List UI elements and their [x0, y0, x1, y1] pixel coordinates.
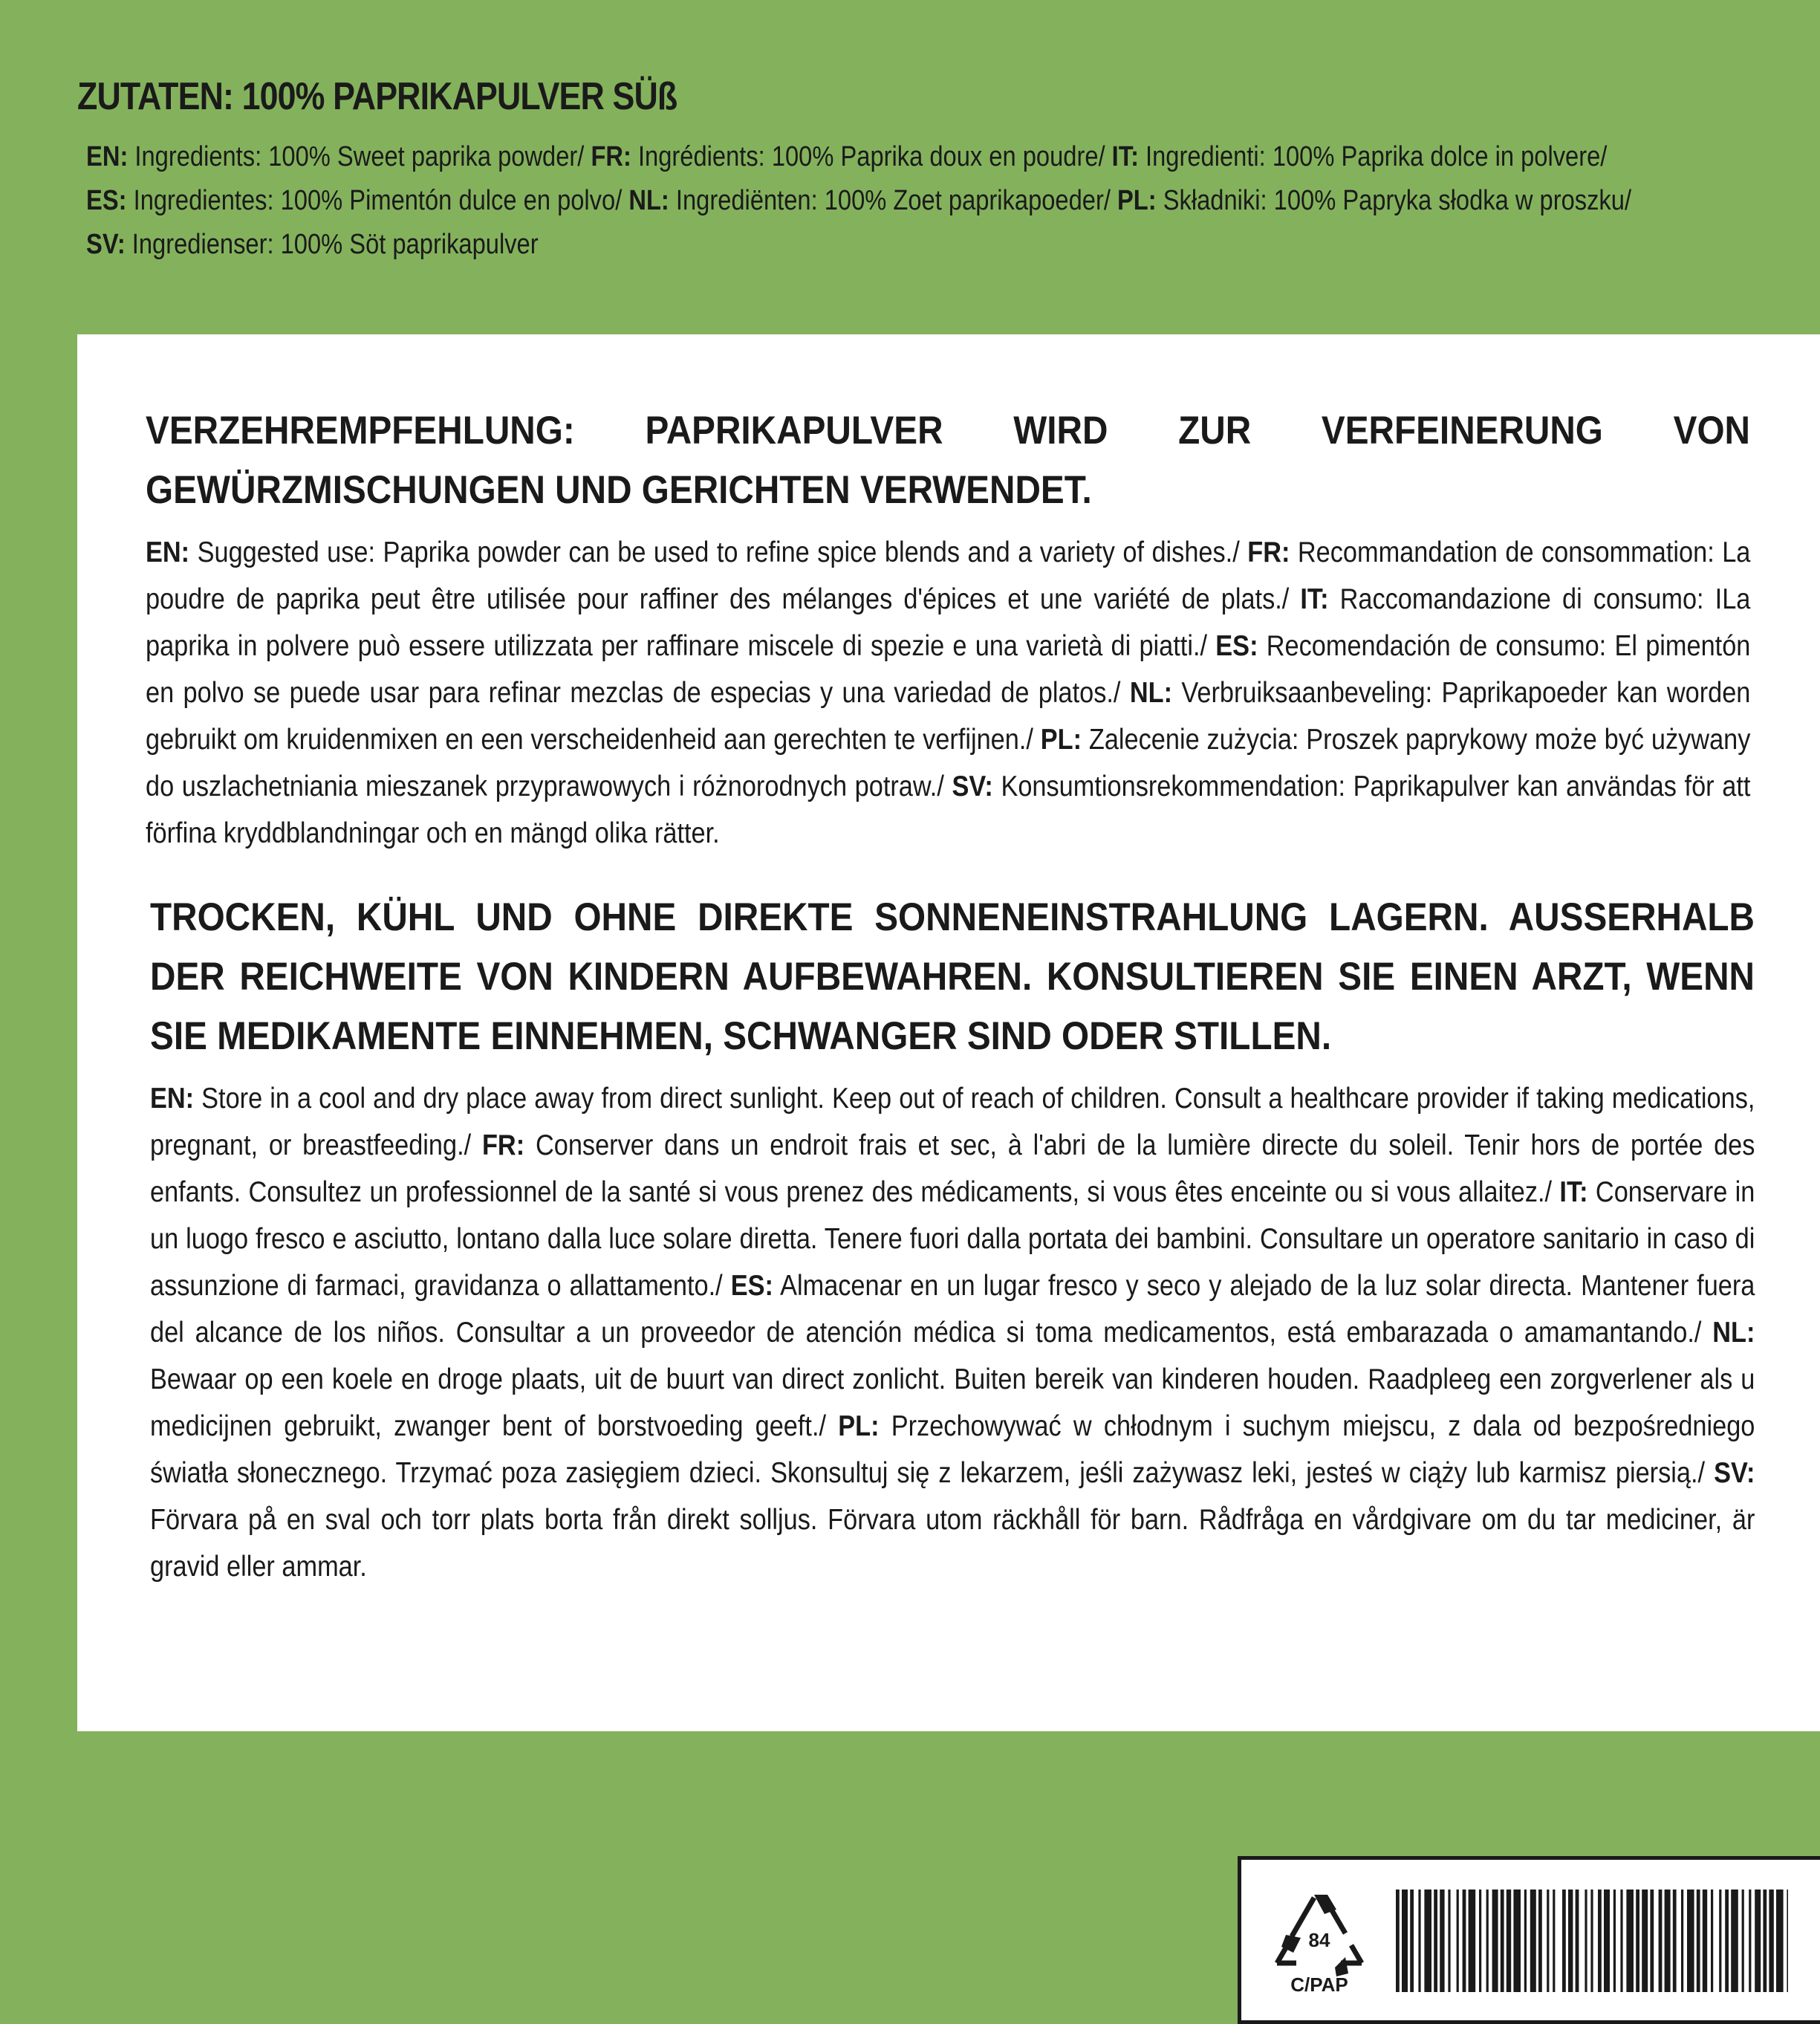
- storage-text-wrap: [150, 1075, 1755, 1590]
- barcode-bar: [1434, 1890, 1437, 1992]
- barcode-bar: [1402, 1890, 1408, 1992]
- barcode-bar: [1457, 1890, 1459, 1992]
- barcode-bar: [1642, 1890, 1648, 1992]
- ingredients-translations: [77, 135, 1798, 267]
- lang-code: PL:: [1040, 724, 1082, 756]
- barcode-bar: [1524, 1890, 1527, 1992]
- lang-code: FR:: [1247, 536, 1290, 568]
- barcode-bar: [1562, 1890, 1566, 1992]
- translation-text: Conserver dans un endroit frais et sec, à l'abri de la lumière directe du soleil. Tenir hors de portée des enfants. Consultez un professionnel de la santé si vous prenez des médicaments, si vous êtes enceinte ou si vous allaitez./: [150, 1129, 1755, 1208]
- barcode-icon: [1396, 1890, 1788, 1992]
- barcode-bar: [1479, 1890, 1481, 1992]
- ingredients-section: [77, 74, 1756, 267]
- lang-code: ES:: [1215, 630, 1258, 662]
- translation-text: Składniki: 100% Papryka słodka w proszku/: [1156, 185, 1632, 216]
- lang-code: ES:: [730, 1270, 773, 1302]
- barcode-bar: [1598, 1890, 1602, 1992]
- barcode-bar: [1755, 1890, 1761, 1992]
- barcode-bar: [1665, 1890, 1671, 1992]
- translation-text: Konsumtionsrekommendation: Paprikapulver kan användas för att förfina kryddblandningar och en mängd olika rätter.: [146, 771, 1751, 849]
- barcode-bar: [1513, 1890, 1521, 1992]
- translation-text: Recommandation de consommation: La poudre de paprika peut être utilisée pour raffiner des mélanges d'épices et une variété de plats./: [146, 536, 1751, 615]
- translation-text: Przechowywać w chłodnym i suchym miejscu, z dala od bezpośredniego światła słonecznego. Trzymać poza zasięgiem dzieci. Skonsultuj się z lekarzem, jeśli zażywasz leki, jesteś w ciąży lub karmisz piersią./: [150, 1410, 1755, 1489]
- lang-code: FR:: [481, 1129, 525, 1161]
- translation-text: Ingredienser: 100% Söt paprikapulver: [125, 229, 539, 260]
- translation-text: Ingredienti: 100% Paprika dolce in polvere/: [1138, 141, 1608, 172]
- barcode-bar: [1719, 1890, 1721, 1992]
- translation-text: Ingredientes: 100% Pimentón dulce en polvo/: [126, 185, 629, 216]
- barcode-bar: [1725, 1890, 1729, 1992]
- barcode-bar: [1507, 1890, 1511, 1992]
- barcode-bar: [1787, 1890, 1788, 1992]
- barcode-bar: [1673, 1890, 1677, 1992]
- barcode-bar: [1776, 1890, 1784, 1992]
- translation-text: Ingrediënten: 100% Zoet paprikapoeder/: [669, 185, 1117, 216]
- barcode-bar: [1501, 1890, 1504, 1992]
- barcode-bar: [1769, 1890, 1773, 1992]
- barcode-bar: [1463, 1890, 1466, 1992]
- barcode-bar: [1731, 1890, 1738, 1992]
- barcode-bar: [1492, 1890, 1498, 1992]
- lang-code: IT:: [1111, 141, 1139, 172]
- barcode-bar: [1530, 1890, 1536, 1992]
- translation-text: Store in a cool and dry place away from direct sunlight. Keep out of reach of children. Consult a healthcare provider if taking medications, pregnant, or breastfeeding./: [150, 1083, 1755, 1161]
- lang-code: EN:: [86, 141, 129, 172]
- usage-title: VERZEHREMPFEHLUNG: PAPRIKAPULVER WIRD ZUR VERFEINERUNG VON GEWÜRZMISCHUNGEN UND GERICHTEN VERWENDET.: [146, 409, 1750, 512]
- lang-code: IT:: [1559, 1176, 1588, 1208]
- barcode-bar: [1681, 1890, 1683, 1992]
- translation-text: Förvara på en sval och torr plats borta från direkt solljus. Förvara utom räckhåll för barn. Rådfråga en vårdgivare om du tar mediciner, är gravid eller ammar.: [150, 1504, 1755, 1583]
- lang-code: PL:: [838, 1410, 880, 1442]
- translation-text: Almacenar en un lugar fresco y seco y alejado de la luz solar directa. Mantener fuera del alcance de los niños. Consultar a un proveedor de atención médica si toma medicamentos, está embarazada o amamantando./: [150, 1270, 1755, 1349]
- translation-text: Verbruiksaanbeveling: Paprikapoeder kan worden gebruikt om kruidenmixen en een verscheidenheid aan gerechten te verfijnen./: [146, 677, 1751, 756]
- barcode-bar: [1749, 1890, 1751, 1992]
- lang-code: NL:: [1129, 677, 1173, 709]
- barcode-bar: [1742, 1890, 1744, 1992]
- barcode-bar: [1711, 1890, 1713, 1992]
- storage-title: TROCKEN, KÜHL UND OHNE DIREKTE SONNENEINSTRAHLUNG LAGERN. AUSSERHALB DER REICHWEITE VON KINDERN AUFBEWAHREN. KONSULTIEREN SIE EINEN ARZT, WENN SIE MEDIKAMENTE EINNEHMEN, SCHWANGER SIND ODER STILLEN.: [150, 895, 1755, 1058]
- barcode-bar: [1547, 1890, 1549, 1992]
- barcode-bar: [1620, 1890, 1622, 1992]
- storage-section: [150, 888, 1755, 1590]
- barcode-bar: [1553, 1890, 1555, 1992]
- translation-text: Ingrédients: 100% Paprika doux en poudre/: [631, 141, 1112, 172]
- barcode-bar: [1763, 1890, 1767, 1992]
- barcode-bar: [1585, 1890, 1587, 1992]
- translation-text: Conservare in un luogo fresco e asciutto, lontano dalla luce solare diretta. Tenere fuori dalla portata dei bambini. Consultare un operatore sanitario in caso di assunzione di farmaci, gravidanza o allattamento./: [150, 1176, 1755, 1302]
- recycling-triangle-icon: [1271, 1893, 1368, 1997]
- recycling-material-code: C/PAP: [1290, 1973, 1348, 1996]
- translation-text: Ingredients: 100% Sweet paprika powder/: [128, 141, 591, 172]
- barcode-bar: [1568, 1890, 1573, 1992]
- barcode-bar: [1697, 1890, 1700, 1992]
- barcode-bar: [1576, 1890, 1579, 1992]
- lang-code: SV:: [1714, 1457, 1755, 1489]
- barcode-bar: [1418, 1890, 1420, 1992]
- barcode-bar: [1650, 1890, 1654, 1992]
- barcode-bar: [1604, 1890, 1610, 1992]
- usage-section: [146, 401, 1750, 857]
- barcode-bar: [1613, 1890, 1616, 1992]
- storage-translations: [150, 1075, 1755, 1590]
- lang-code: EN:: [146, 536, 190, 568]
- translation-text: Zalecenie zużycia: Proszek paprykowy może być używany do uszlachetniania mieszanek przyprawowych i różnorodnych potraw./: [146, 724, 1751, 802]
- barcode-bar: [1687, 1890, 1694, 1992]
- lang-code: SV:: [86, 229, 126, 260]
- translation-text: Recomendación de consumo: El pimentón en polvo se puede usar para refinar mezclas de especias y una variedad de platos./: [146, 630, 1751, 709]
- barcode-bar: [1659, 1890, 1663, 1992]
- lang-code: NL:: [628, 185, 669, 216]
- lang-code: SV:: [952, 771, 993, 802]
- barcode-bar: [1636, 1890, 1639, 1992]
- lang-code: NL:: [1712, 1317, 1755, 1349]
- translation-text: Bewaar op een koele en droge plaats, uit de buurt van direct zonlicht. Buiten bereik van kinderen houden. Raadpleeg een zorgverlener als u medicijnen gebruikt, zwanger bent of borstvoeding geeft./: [150, 1363, 1755, 1442]
- lang-code: PL:: [1117, 185, 1157, 216]
- usage-translations: [146, 529, 1750, 857]
- barcode-bar: [1410, 1890, 1414, 1992]
- lang-code: ES:: [86, 185, 127, 216]
- barcode-bar: [1469, 1890, 1476, 1992]
- packaging-label-box: [1238, 1856, 1820, 2024]
- barcode-bar: [1440, 1890, 1444, 1992]
- barcode-bar: [1626, 1890, 1634, 1992]
- barcode-bar: [1448, 1890, 1450, 1992]
- barcode-bar: [1486, 1890, 1489, 1992]
- barcode-bar: [1396, 1890, 1400, 1992]
- lang-code: IT:: [1300, 583, 1329, 615]
- recycling-number: 84: [1308, 1929, 1330, 1951]
- barcode-bar: [1538, 1890, 1542, 1992]
- barcode-bar: [1424, 1890, 1431, 1992]
- barcode-bar: [1703, 1890, 1707, 1992]
- translation-text: Suggested use: Paprika powder can be used to refine spice blends and a variety of dishes./: [189, 536, 1248, 568]
- barcode-bar: [1590, 1890, 1593, 1992]
- info-panel: [77, 334, 1820, 1996]
- lang-code: EN:: [150, 1083, 195, 1115]
- ingredients-title: ZUTATEN: 100% PAPRIKAPULVER SÜß: [77, 75, 677, 118]
- lang-code: FR:: [591, 141, 631, 172]
- translation-text: Raccomandazione di consumo: ILa paprika in polvere può essere utilizzata per raffinare miscele di spezie e una varietà di piatti./: [146, 583, 1751, 662]
